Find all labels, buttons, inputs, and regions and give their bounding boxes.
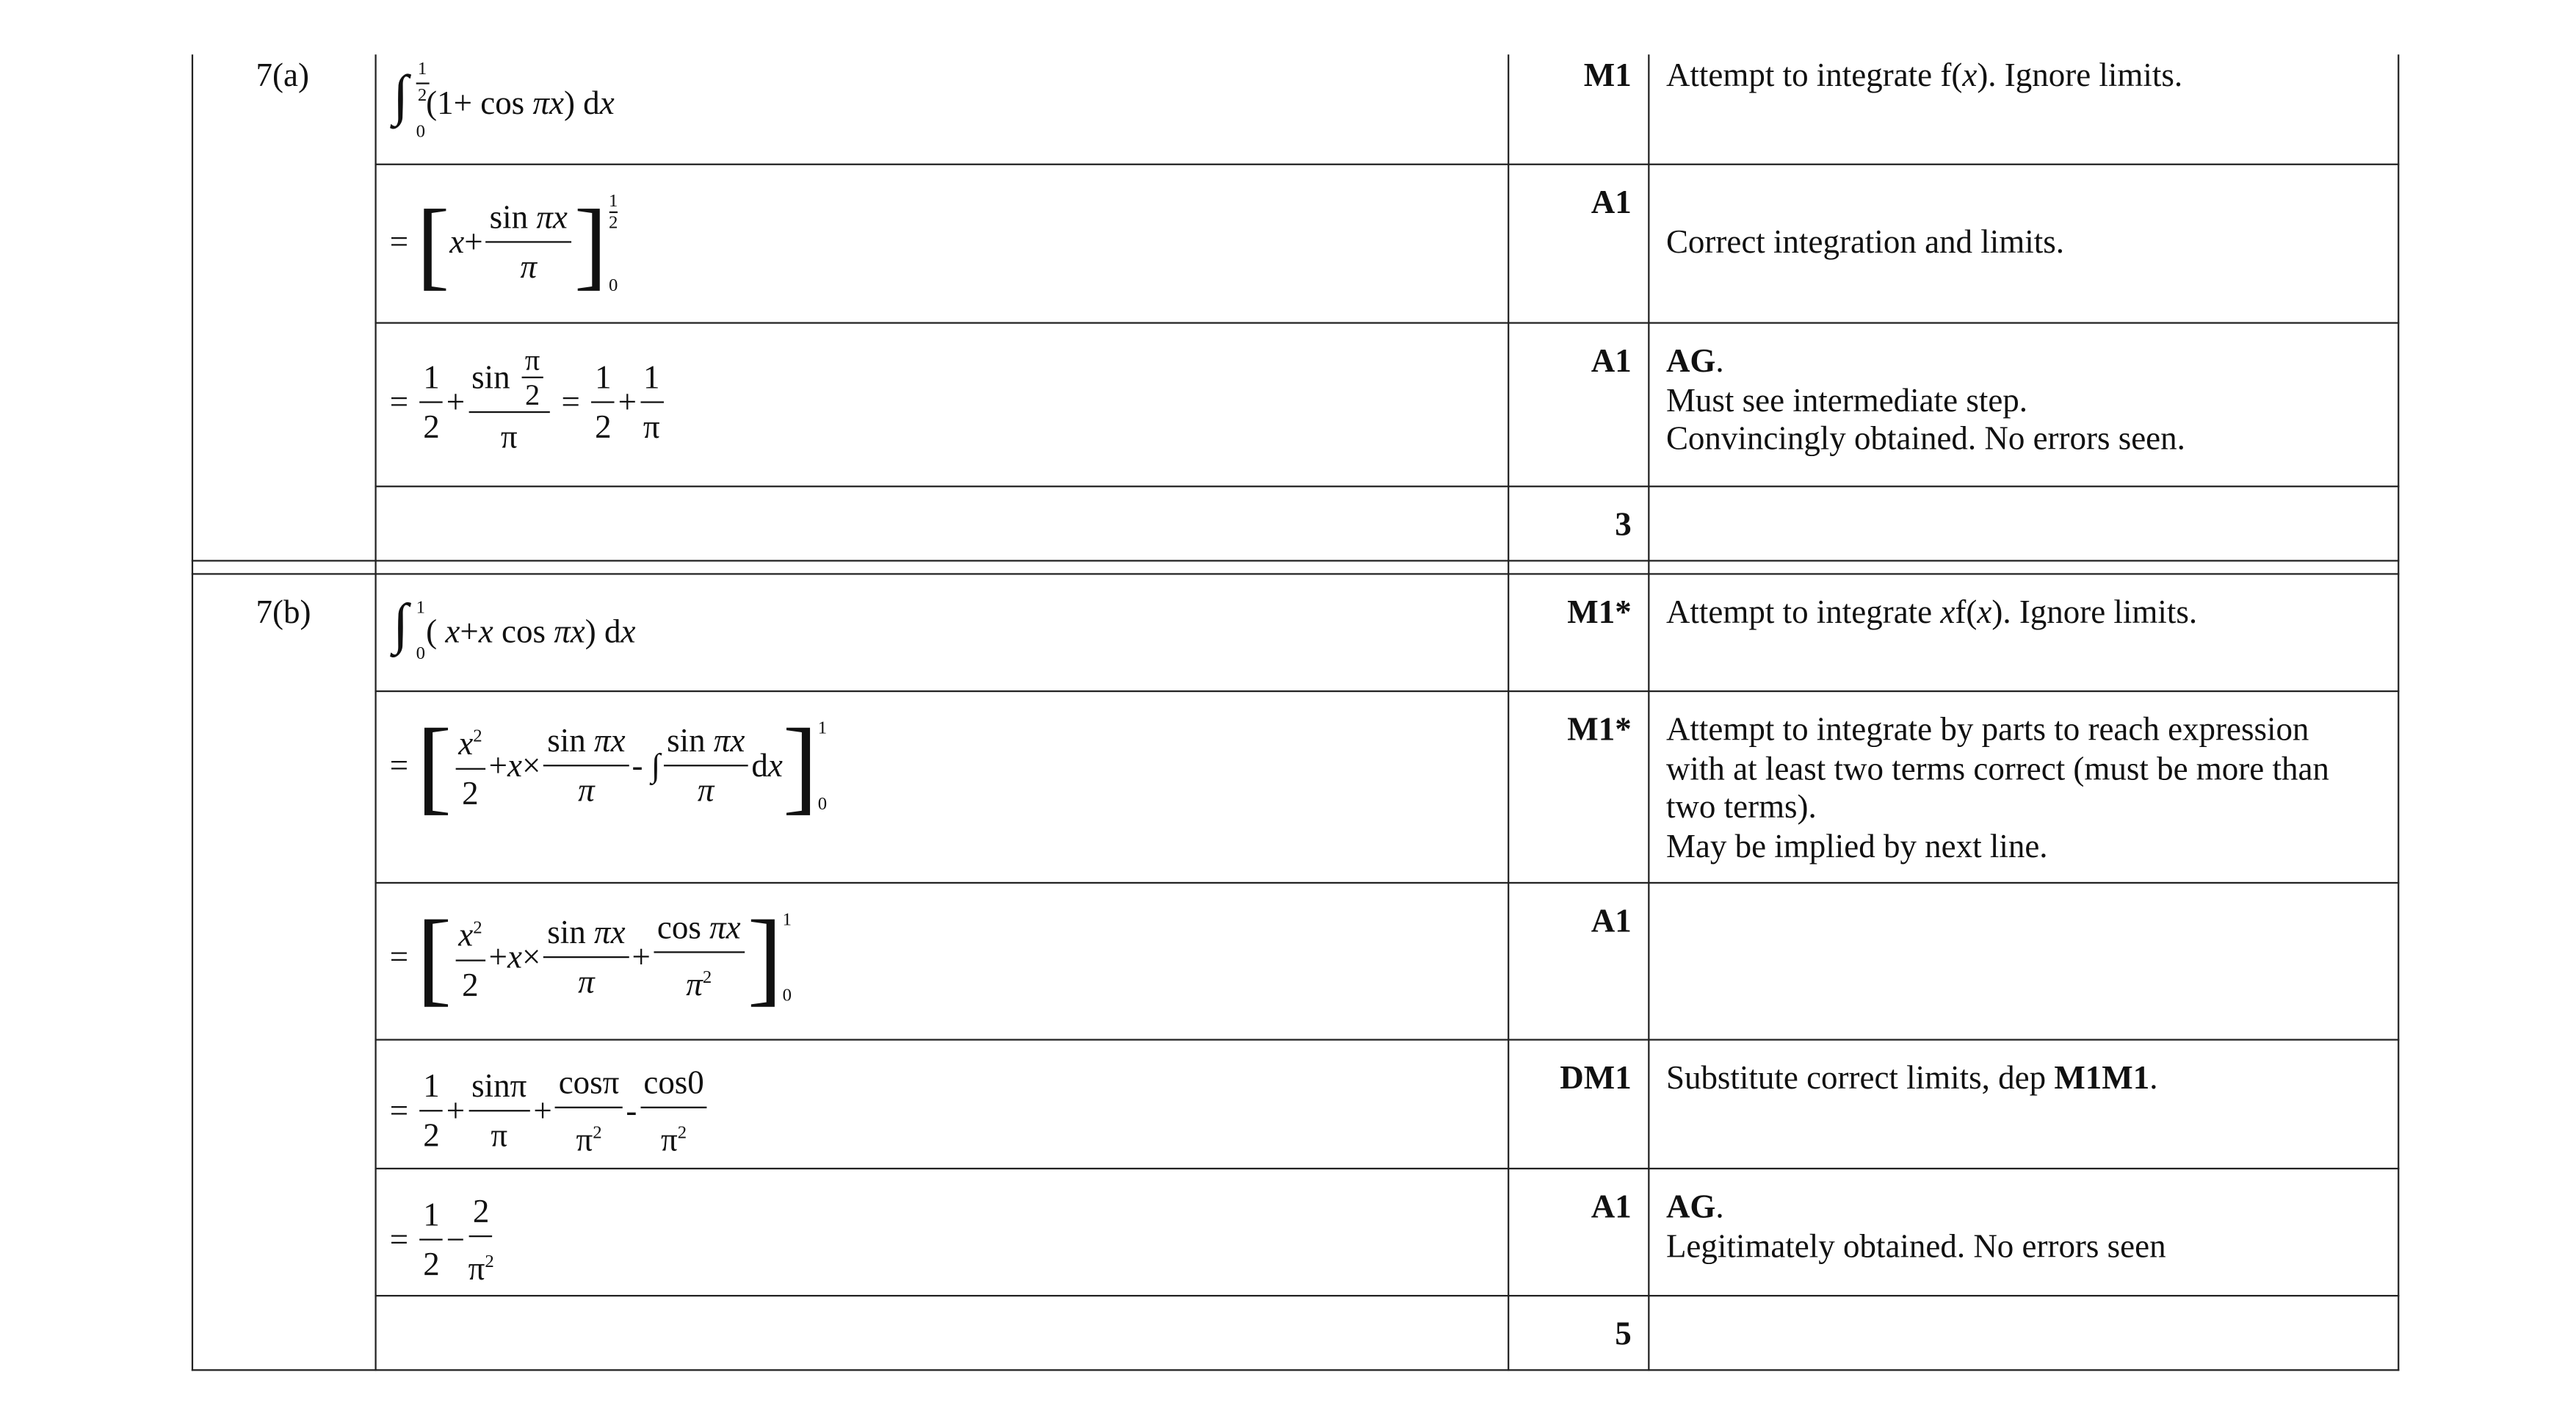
- part-separator-top: [192, 560, 2400, 561]
- mark-code: A1: [1591, 343, 1632, 380]
- table-border-left: [192, 54, 193, 1371]
- guidance-line: two terms).: [1665, 789, 1817, 826]
- guidance-text: [1666, 1061, 2392, 1100]
- guidance-line: Must see intermediate step.: [1665, 382, 2028, 419]
- row-divider: [375, 322, 2399, 323]
- part-label-7b: 7(b): [256, 594, 311, 632]
- answer-integral-setup: ∫ 1 0 ( x+x cos πx) dx: [393, 594, 636, 664]
- mark-code: M1*: [1567, 712, 1632, 748]
- row-divider: [375, 1039, 2399, 1040]
- row-divider: [375, 882, 2399, 884]
- row-divider: [375, 1295, 2399, 1296]
- mark-code: DM1: [1560, 1060, 1632, 1097]
- guidance-line: May be implied by next line.: [1665, 828, 2048, 865]
- answer-integral-setup: ∫ 1 2 0 (1+ cos πx) dx: [393, 59, 615, 142]
- column-divider-marks: [1508, 54, 1509, 1371]
- guidance-text: [1666, 712, 2392, 867]
- answer-final-result: = $\frac{1}{2}$ − $\frac{2}{\pi^2}$: [390, 1189, 498, 1294]
- mark-code: M1*: [1567, 594, 1632, 632]
- table-border-bottom: [192, 1369, 2400, 1371]
- guidance-line: Attempt to integrate by parts to reach expression: [1665, 712, 2309, 748]
- row-divider: [375, 690, 2399, 692]
- guidance-suffix: .: [2149, 1060, 2158, 1097]
- dependency-label: M1M1: [2054, 1060, 2150, 1097]
- guidance-text: AG. Legitimately obtained. No errors seen: [1666, 1189, 2392, 1267]
- guidance-text: Attempt to integrate xf(x). Ignore limits.: [1665, 594, 2198, 632]
- mark-code: A1: [1591, 1189, 1632, 1226]
- ag-label: AG: [1665, 1189, 1716, 1226]
- part-label-7a: 7(a): [256, 57, 309, 95]
- guidance-text: Correct integration and limits.: [1665, 224, 2065, 261]
- answer-integrated-form: = [ $\frac{x^2}{2}$ +x× $\frac{\text{sin πx}}{\pi}$ + $\frac{\text{cos πx}}{\pi^2}$ ] 1 0: [389, 898, 792, 1016]
- row-divider: [375, 164, 2399, 165]
- guidance-text: AG. Must see intermediate step. Convincingly obtained. No errors seen.: [1666, 344, 2392, 461]
- column-divider-guidance: [1648, 54, 1649, 1371]
- guidance-line: Legitimately obtained. No errors seen: [1665, 1227, 2166, 1265]
- table-border-right: [2398, 54, 2399, 1371]
- guidance-prefix: Substitute correct limits, dep: [1665, 1060, 2055, 1097]
- column-divider-answer: [375, 54, 376, 1371]
- answer-substituted-limits: = $\frac{1}{2}$ + $\frac{\sin\pi}{\pi}$ + $\frac{\cos\pi}{\pi^2}$ - $\frac{\cos 0}{\pi^2}$: [390, 1061, 711, 1166]
- guidance-text: Attempt to integrate f(x). Ignore limits.: [1665, 57, 2183, 95]
- answer-substituted-limits: = $\frac{1}{2}$ + sin $\frac{\pi}{2}$ π = $\frac{1}{2}$ + $\frac{1}{\pi}$: [390, 344, 667, 463]
- answer-by-parts: = [ $\frac{x^2}{2}$ +x× $\frac{\text{sin πx}}{\pi}$ - ∫ $\frac{\text{sin πx}}{\pi}$ dx ] 1 0: [389, 707, 828, 825]
- mark-code: A1: [1591, 903, 1632, 940]
- mark-code: A1: [1591, 184, 1632, 222]
- guidance-line: with at least two terms correct (must be more than: [1665, 751, 2329, 787]
- ag-label: AG: [1665, 343, 1716, 380]
- total-marks: 3: [1615, 507, 1632, 544]
- row-divider: [375, 1168, 2399, 1169]
- mark-code: M1: [1583, 57, 1632, 95]
- total-marks: 5: [1615, 1316, 1632, 1353]
- row-divider: [375, 486, 2399, 487]
- guidance-line: Convincingly obtained. No errors seen.: [1665, 421, 2185, 458]
- part-separator-bottom: [192, 573, 2400, 574]
- answer-integrated-form: = [ x + $\frac{\text{sin πx}}{\pi}$ ] 1 2 0: [389, 189, 618, 298]
